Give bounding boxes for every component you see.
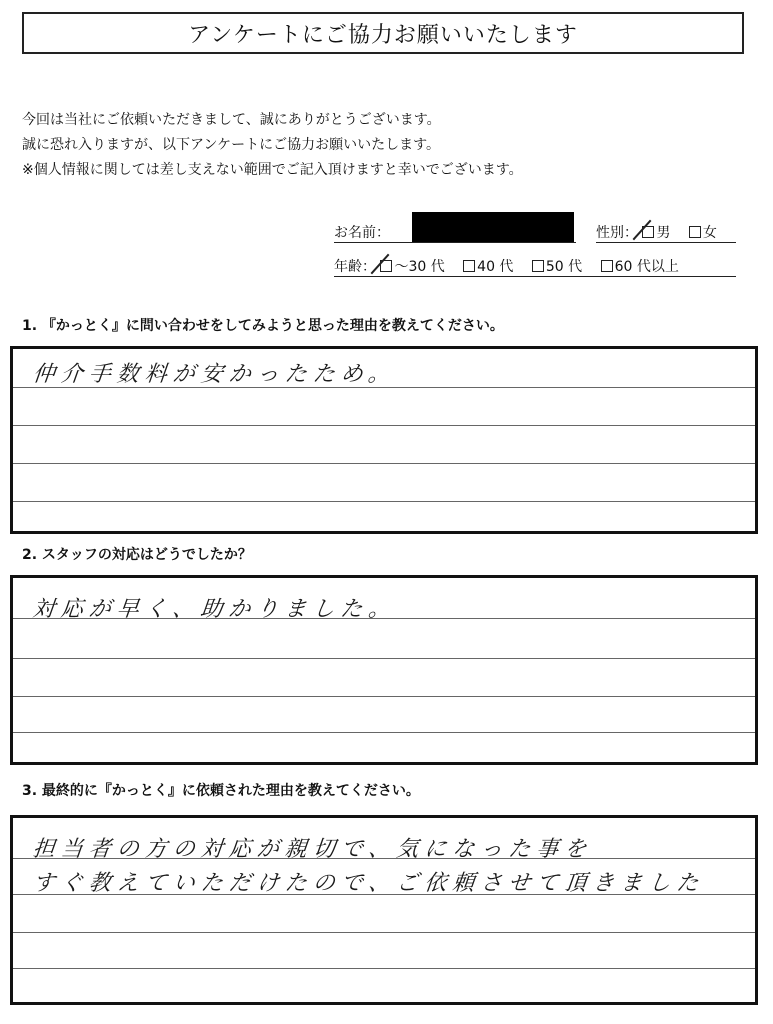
gender-field	[596, 222, 736, 243]
answer-rule	[13, 732, 755, 733]
answer-1-line-1: 仲介手数料が安かったため。	[31, 362, 398, 387]
answer-rule	[13, 658, 755, 659]
age-40s-checkbox[interactable]	[463, 260, 475, 272]
age-under30-label: ～30 代	[394, 259, 445, 275]
gender-female-checkbox[interactable]	[689, 226, 701, 238]
gender-male-checkbox[interactable]	[642, 226, 654, 238]
gender-label: 性別：	[596, 225, 638, 241]
age-60plus-checkbox[interactable]	[601, 260, 613, 272]
age-40s-label: 40 代	[477, 259, 514, 275]
question-2: 2. スタッフの対応はどうでしたか？	[22, 547, 252, 563]
gender-male-label: 男	[656, 225, 671, 241]
answer-rule	[13, 932, 755, 933]
intro-line: 今回は当社にご依頼いただきまして、誠にありがとうございます。	[22, 112, 441, 128]
answer-2-line-1: 対応が早く、助かりました。	[31, 597, 398, 622]
age-field	[334, 256, 736, 277]
question-3: 3. 最終的に『かっとく』に依頼された理由を教えてください。	[22, 783, 420, 799]
answer-rule	[13, 696, 755, 697]
name-label: お名前：	[334, 225, 390, 241]
answer-rule	[13, 463, 755, 464]
intro-line: ※個人情報に関しては差し支えない範囲でご記入頂けますと幸いでございます。	[22, 162, 523, 178]
answer-box-2[interactable]	[10, 575, 758, 765]
intro-text	[22, 108, 523, 183]
redacted-name	[412, 212, 574, 242]
age-label: 年齢：	[334, 259, 376, 275]
age-50s-label: 50 代	[545, 259, 583, 275]
answer-box-3[interactable]	[10, 815, 758, 1005]
survey-title: アンケートにご協力お願いいたします	[22, 12, 744, 54]
intro-line: 誠に恐れ入りますが、以下アンケートにご協力お願いいたします。	[22, 137, 441, 153]
gender-female-label: 女	[702, 225, 717, 241]
age-50s-checkbox[interactable]	[532, 260, 544, 272]
answer-rule	[13, 425, 755, 426]
answer-3-line-1: 担当者の方の対応が親切で、気になった事を	[31, 837, 594, 862]
answer-rule	[13, 501, 755, 502]
question-1: 1. 『かっとく』に問い合わせをしてみようと思った理由を教えてください。	[22, 318, 504, 334]
answer-rule	[13, 968, 755, 969]
answer-3-line-2: すぐ教えていただけたので、ご依頼させて頂きました	[31, 871, 706, 896]
age-60plus-label: 60 代以上	[614, 259, 679, 275]
age-under30-checkbox[interactable]	[380, 260, 392, 272]
answer-box-1[interactable]	[10, 346, 758, 534]
name-field[interactable]	[334, 222, 576, 243]
